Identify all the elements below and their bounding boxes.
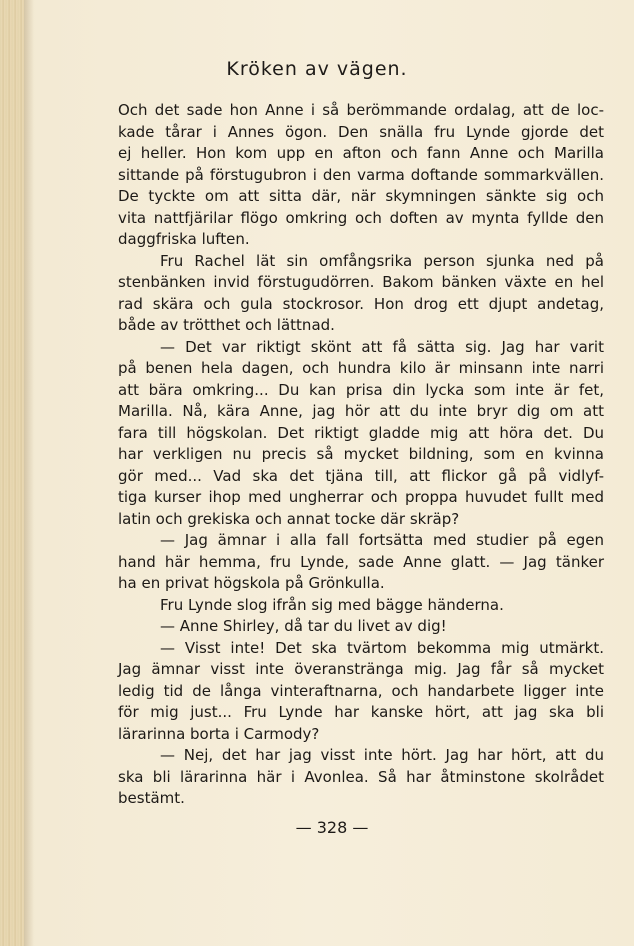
text-line: De tyckte om att sitta där, när skymningen sänkte sig och [118,187,604,205]
text-line: — Visst inte! Det ska tvärtom bekomma mig utmärkt. [160,638,604,657]
running-header: Kröken av vägen. [226,58,408,80]
text-line: Marilla. Nå, kära Anne, jag hör att du inte bryr dig om att [118,402,604,420]
text-line: vita nattfjärilar flögo omkring och doften av mynta fyllde den [118,208,604,227]
text-line: Jag ämnar visst inte överanstränga mig. Jag får så mycket [118,660,604,678]
text-line: hand här hemma, fru Lynde, sade Anne glatt. — Jag tänker [118,552,604,571]
text-line: på benen hela dagen, och hundra kilo är minsann inte narri [118,359,604,377]
text-line: ej heller. Hon kom upp en afton och fann Anne och Marilla [118,144,604,162]
text-line: kade tårar i Annes ögon. Den snälla fru Lynde gjorde det [118,122,604,141]
text-line: stenbänken invid förstugudörren. Bakom bänken växte en hel [118,273,604,291]
text-line: bestämt. [118,789,185,807]
text-line: tiga kurser ihop med ungherrar och proppa huvudet fullt med [118,488,604,506]
page-number: — 328 — [295,818,369,837]
body-text [118,100,604,810]
text-line: ha en privat högskola på Grönkulla. [118,574,385,592]
text-line: ska bli lärarinna här i Avonlea. Så har åtminstone skolrådet [118,767,604,786]
text-line: både av trötthet och lättnad. [118,316,335,334]
text-line: Fru Rachel lät sin omfångsrika person sjunka ned på [160,251,604,270]
text-line: gör med... Vad ska det tjäna till, att flickor gå på vidlyf- [118,466,604,485]
text-line: daggfriska luften. [118,230,250,248]
text-line: att bära omkring... Du kan prisa din lycka som inte är fet, [118,380,604,399]
text-line: rad skära och gula stockrosor. Hon drog ett djupt andetag, [118,294,604,313]
text-line: har verkligen nu precis så mycket bildning, som en kvinna [118,445,604,463]
text-line: ledig tid de långa vinteraftnarna, och handarbete ligger inte [118,681,604,700]
gutter-shadow [24,0,34,946]
text-line: latin och grekiska och annat tocke där skräp? [118,509,460,528]
text-line: sittande på förstugubron i den varma doftande sommarkvällen. [118,165,604,184]
text-line: — Det var riktigt skönt att få sätta sig. Jag har varit [160,337,604,356]
page-edge [0,0,24,946]
text-line: fara till högskolan. Det riktigt gladde mig att höra det. Du [118,423,604,442]
text-line: för mig just... Fru Lynde har kanske hört, att jag ska bli [118,703,604,721]
text-line: — Nej, det har jag visst inte hört. Jag har hört, att du [160,746,604,764]
text-line: lärarinna borta i Carmody? [118,724,320,743]
text-line: Fru Lynde slog ifrån sig med bägge händerna. [160,595,504,614]
text-line: — Jag ämnar i alla fall fortsätta med studier på egen [160,531,604,549]
text-line: — Anne Shirley, då tar du livet av dig! [160,617,447,635]
text-line: Och det sade hon Anne i så berömmande ordalag, att de loc- [118,101,604,119]
